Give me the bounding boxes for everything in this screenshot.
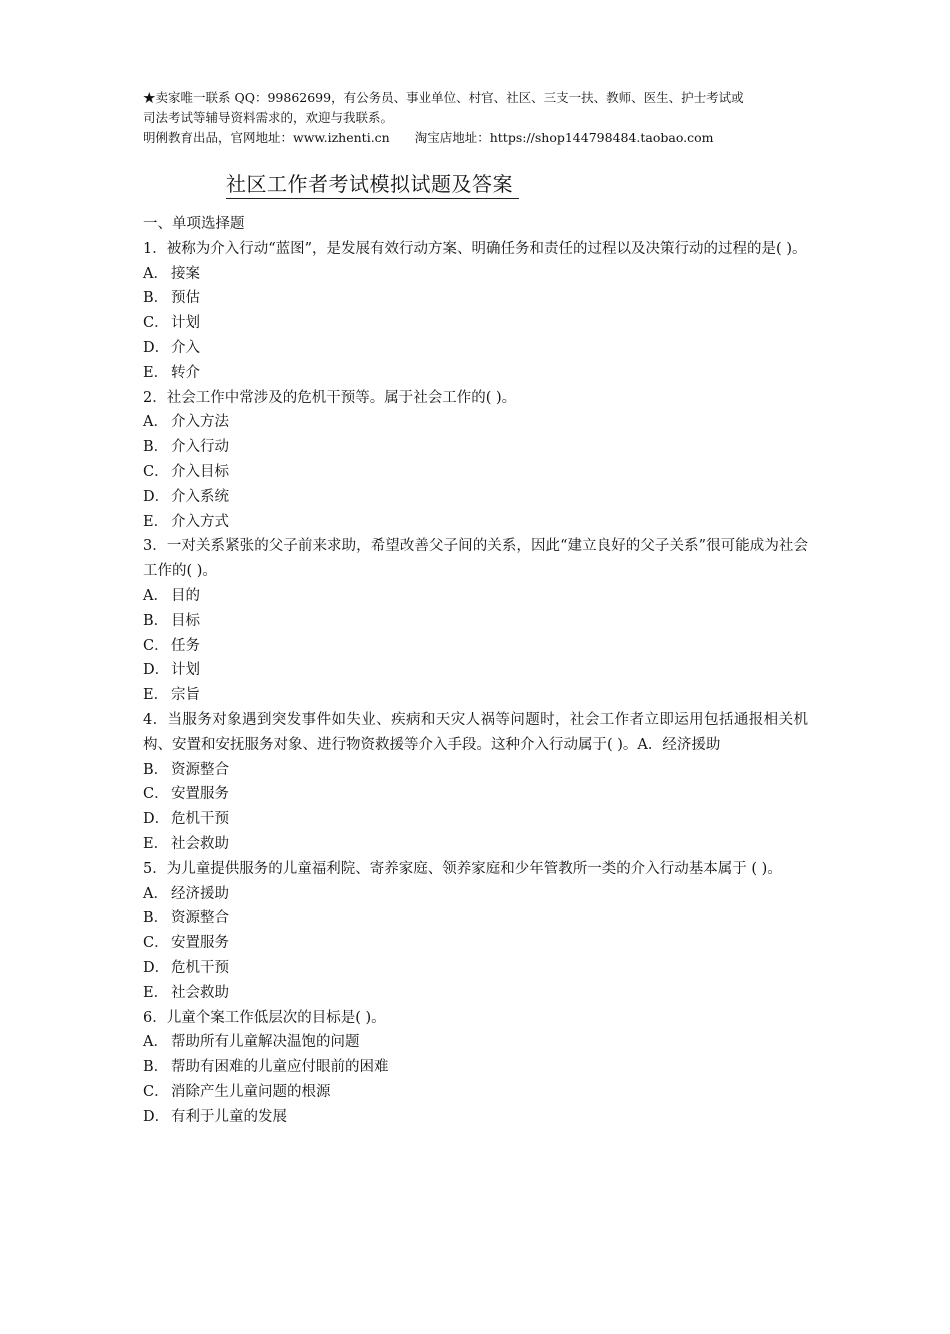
answer-option bbox=[143, 410, 808, 435]
option-letter: E． bbox=[143, 364, 169, 381]
option-letter: E． bbox=[143, 513, 169, 530]
option-letter: A． bbox=[143, 587, 168, 604]
answer-option bbox=[143, 1030, 808, 1055]
option-text: 资源整合 bbox=[171, 761, 229, 778]
option-text: 危机干预 bbox=[171, 811, 229, 828]
answer-option bbox=[143, 336, 808, 361]
option-text: 资源整合 bbox=[171, 910, 229, 927]
option-letter: D． bbox=[143, 811, 170, 828]
option-letter: A． bbox=[143, 1034, 168, 1051]
answer-option bbox=[143, 906, 808, 931]
option-text: 介入系统 bbox=[171, 488, 229, 505]
option-text: 计划 bbox=[171, 662, 200, 679]
answer-option bbox=[143, 262, 808, 287]
answer-option bbox=[143, 584, 808, 609]
document-title: 社区工作者考试模拟试题及答案 bbox=[226, 170, 519, 199]
answer-option bbox=[143, 460, 808, 485]
title-block bbox=[226, 170, 586, 199]
answer-option bbox=[143, 782, 808, 807]
answer-option bbox=[143, 931, 808, 956]
option-letter: D． bbox=[143, 662, 170, 679]
option-text: 介入目标 bbox=[171, 463, 229, 480]
answer-option bbox=[143, 956, 808, 981]
answer-option bbox=[143, 1080, 808, 1105]
question-content bbox=[143, 212, 808, 1129]
answer-option bbox=[143, 1055, 808, 1080]
option-letter: D． bbox=[143, 488, 170, 505]
option-letter: A． bbox=[143, 414, 168, 431]
answer-option bbox=[143, 485, 808, 510]
answer-option bbox=[143, 882, 808, 907]
option-letter: B． bbox=[143, 612, 169, 629]
option-text: 目标 bbox=[171, 612, 200, 629]
answer-option bbox=[143, 609, 808, 634]
question-stem: 4．当服务对象遇到突发事件如失业、疾病和天灾人祸等问题时，社会工作者立即运用包括通报相关机构、安置和安抚服务对象、进行物资救援等介入手段。这种介入行动属于( )。A．经济援助 bbox=[143, 711, 808, 753]
header-line-3: 明俐教育出品，官网地址：www.izhenti.cn 淘宝店地址：https://shop144798484.taobao.com bbox=[143, 130, 714, 145]
question-stem: 5．为儿童提供服务的儿童福利院、寄养家庭、领养家庭和少年管教所一类的介入行动基本属于 ( )。 bbox=[143, 860, 782, 877]
question-3 bbox=[143, 534, 808, 708]
option-text: 有利于儿童的发展 bbox=[171, 1108, 287, 1125]
option-letter: D． bbox=[143, 1108, 170, 1125]
option-letter: B． bbox=[143, 910, 169, 927]
question-4 bbox=[143, 708, 808, 857]
option-letter: C． bbox=[143, 1083, 169, 1100]
question-stem: 3．一对关系紧张的父子前来求助，希望改善父子间的关系，因此“建立良好的父子关系”很可能成为社会工作的( )。 bbox=[143, 538, 808, 580]
answer-option bbox=[143, 1105, 808, 1130]
option-text: 介入 bbox=[171, 339, 200, 356]
option-text: 介入行动 bbox=[171, 439, 229, 456]
option-text: 目的 bbox=[171, 587, 200, 604]
option-text: 介入方式 bbox=[171, 513, 229, 530]
option-letter: C． bbox=[143, 315, 169, 332]
option-letter: E． bbox=[143, 984, 169, 1001]
option-letter: B． bbox=[143, 439, 169, 456]
answer-option bbox=[143, 658, 808, 683]
answer-option bbox=[143, 634, 808, 659]
option-text: 介入方法 bbox=[171, 414, 229, 431]
option-text: 宗旨 bbox=[171, 687, 200, 704]
option-letter: A． bbox=[143, 885, 168, 902]
option-text: 转介 bbox=[171, 364, 200, 381]
option-letter: D． bbox=[143, 959, 170, 976]
section-title: 一、单项选择题 bbox=[143, 216, 245, 232]
option-text: 计划 bbox=[171, 315, 200, 332]
option-text: 帮助所有儿童解决温饱的问题 bbox=[171, 1034, 360, 1051]
option-text: 社会救助 bbox=[171, 984, 229, 1001]
answer-option bbox=[143, 435, 808, 460]
option-text: 消除产生儿童问题的根源 bbox=[171, 1083, 331, 1100]
option-letter: C． bbox=[143, 463, 169, 480]
answer-option bbox=[143, 510, 808, 535]
option-text: 危机干预 bbox=[171, 959, 229, 976]
question-stem: 6．儿童个案工作低层次的目标是( )。 bbox=[143, 1009, 386, 1026]
answer-option bbox=[143, 807, 808, 832]
answer-option bbox=[143, 683, 808, 708]
option-text: 经济援助 bbox=[171, 885, 229, 902]
question-stem: 2．社会工作中常涉及的危机干预等。属于社会工作的( )。 bbox=[143, 389, 517, 406]
option-letter: C． bbox=[143, 637, 169, 654]
option-letter: D． bbox=[143, 339, 170, 356]
question-1 bbox=[143, 237, 808, 386]
answer-option bbox=[143, 311, 808, 336]
answer-option bbox=[143, 286, 808, 311]
question-stem: 1．被称为介入行动“蓝图”，是发展有效行动方案、明确任务和责任的过程以及决策行动的过程的是( )。 bbox=[143, 240, 807, 257]
option-text: 任务 bbox=[171, 637, 200, 654]
question-2 bbox=[143, 386, 808, 535]
option-letter: E． bbox=[143, 835, 169, 852]
option-letter: C． bbox=[143, 935, 169, 952]
option-letter: B． bbox=[143, 761, 169, 778]
question-6 bbox=[143, 1006, 808, 1130]
question-5 bbox=[143, 857, 808, 1006]
option-letter: A． bbox=[143, 265, 168, 282]
answer-option bbox=[143, 758, 808, 783]
option-letter: B． bbox=[143, 290, 169, 307]
question-list bbox=[143, 237, 808, 1130]
option-text: 安置服务 bbox=[171, 786, 229, 803]
option-text: 帮助有困难的儿童应付眼前的困难 bbox=[171, 1059, 389, 1076]
option-text: 安置服务 bbox=[171, 935, 229, 952]
option-letter: B． bbox=[143, 1059, 169, 1076]
option-letter: C． bbox=[143, 786, 169, 803]
answer-option bbox=[143, 981, 808, 1006]
option-text: 社会救助 bbox=[171, 835, 229, 852]
header-line-2: 司法考试等辅导资料需求的，欢迎与我联系。 bbox=[143, 110, 394, 125]
answer-option bbox=[143, 832, 808, 857]
option-letter: E． bbox=[143, 687, 169, 704]
option-text: 接案 bbox=[171, 265, 200, 282]
answer-option bbox=[143, 361, 808, 386]
option-text: 预估 bbox=[171, 290, 200, 307]
header-line-1: ★卖家唯一联系 QQ：99862699，有公务员、事业单位、村官、社区、三支一扶、教师、医生、护士考试或 bbox=[143, 90, 744, 105]
seller-header bbox=[143, 88, 813, 148]
